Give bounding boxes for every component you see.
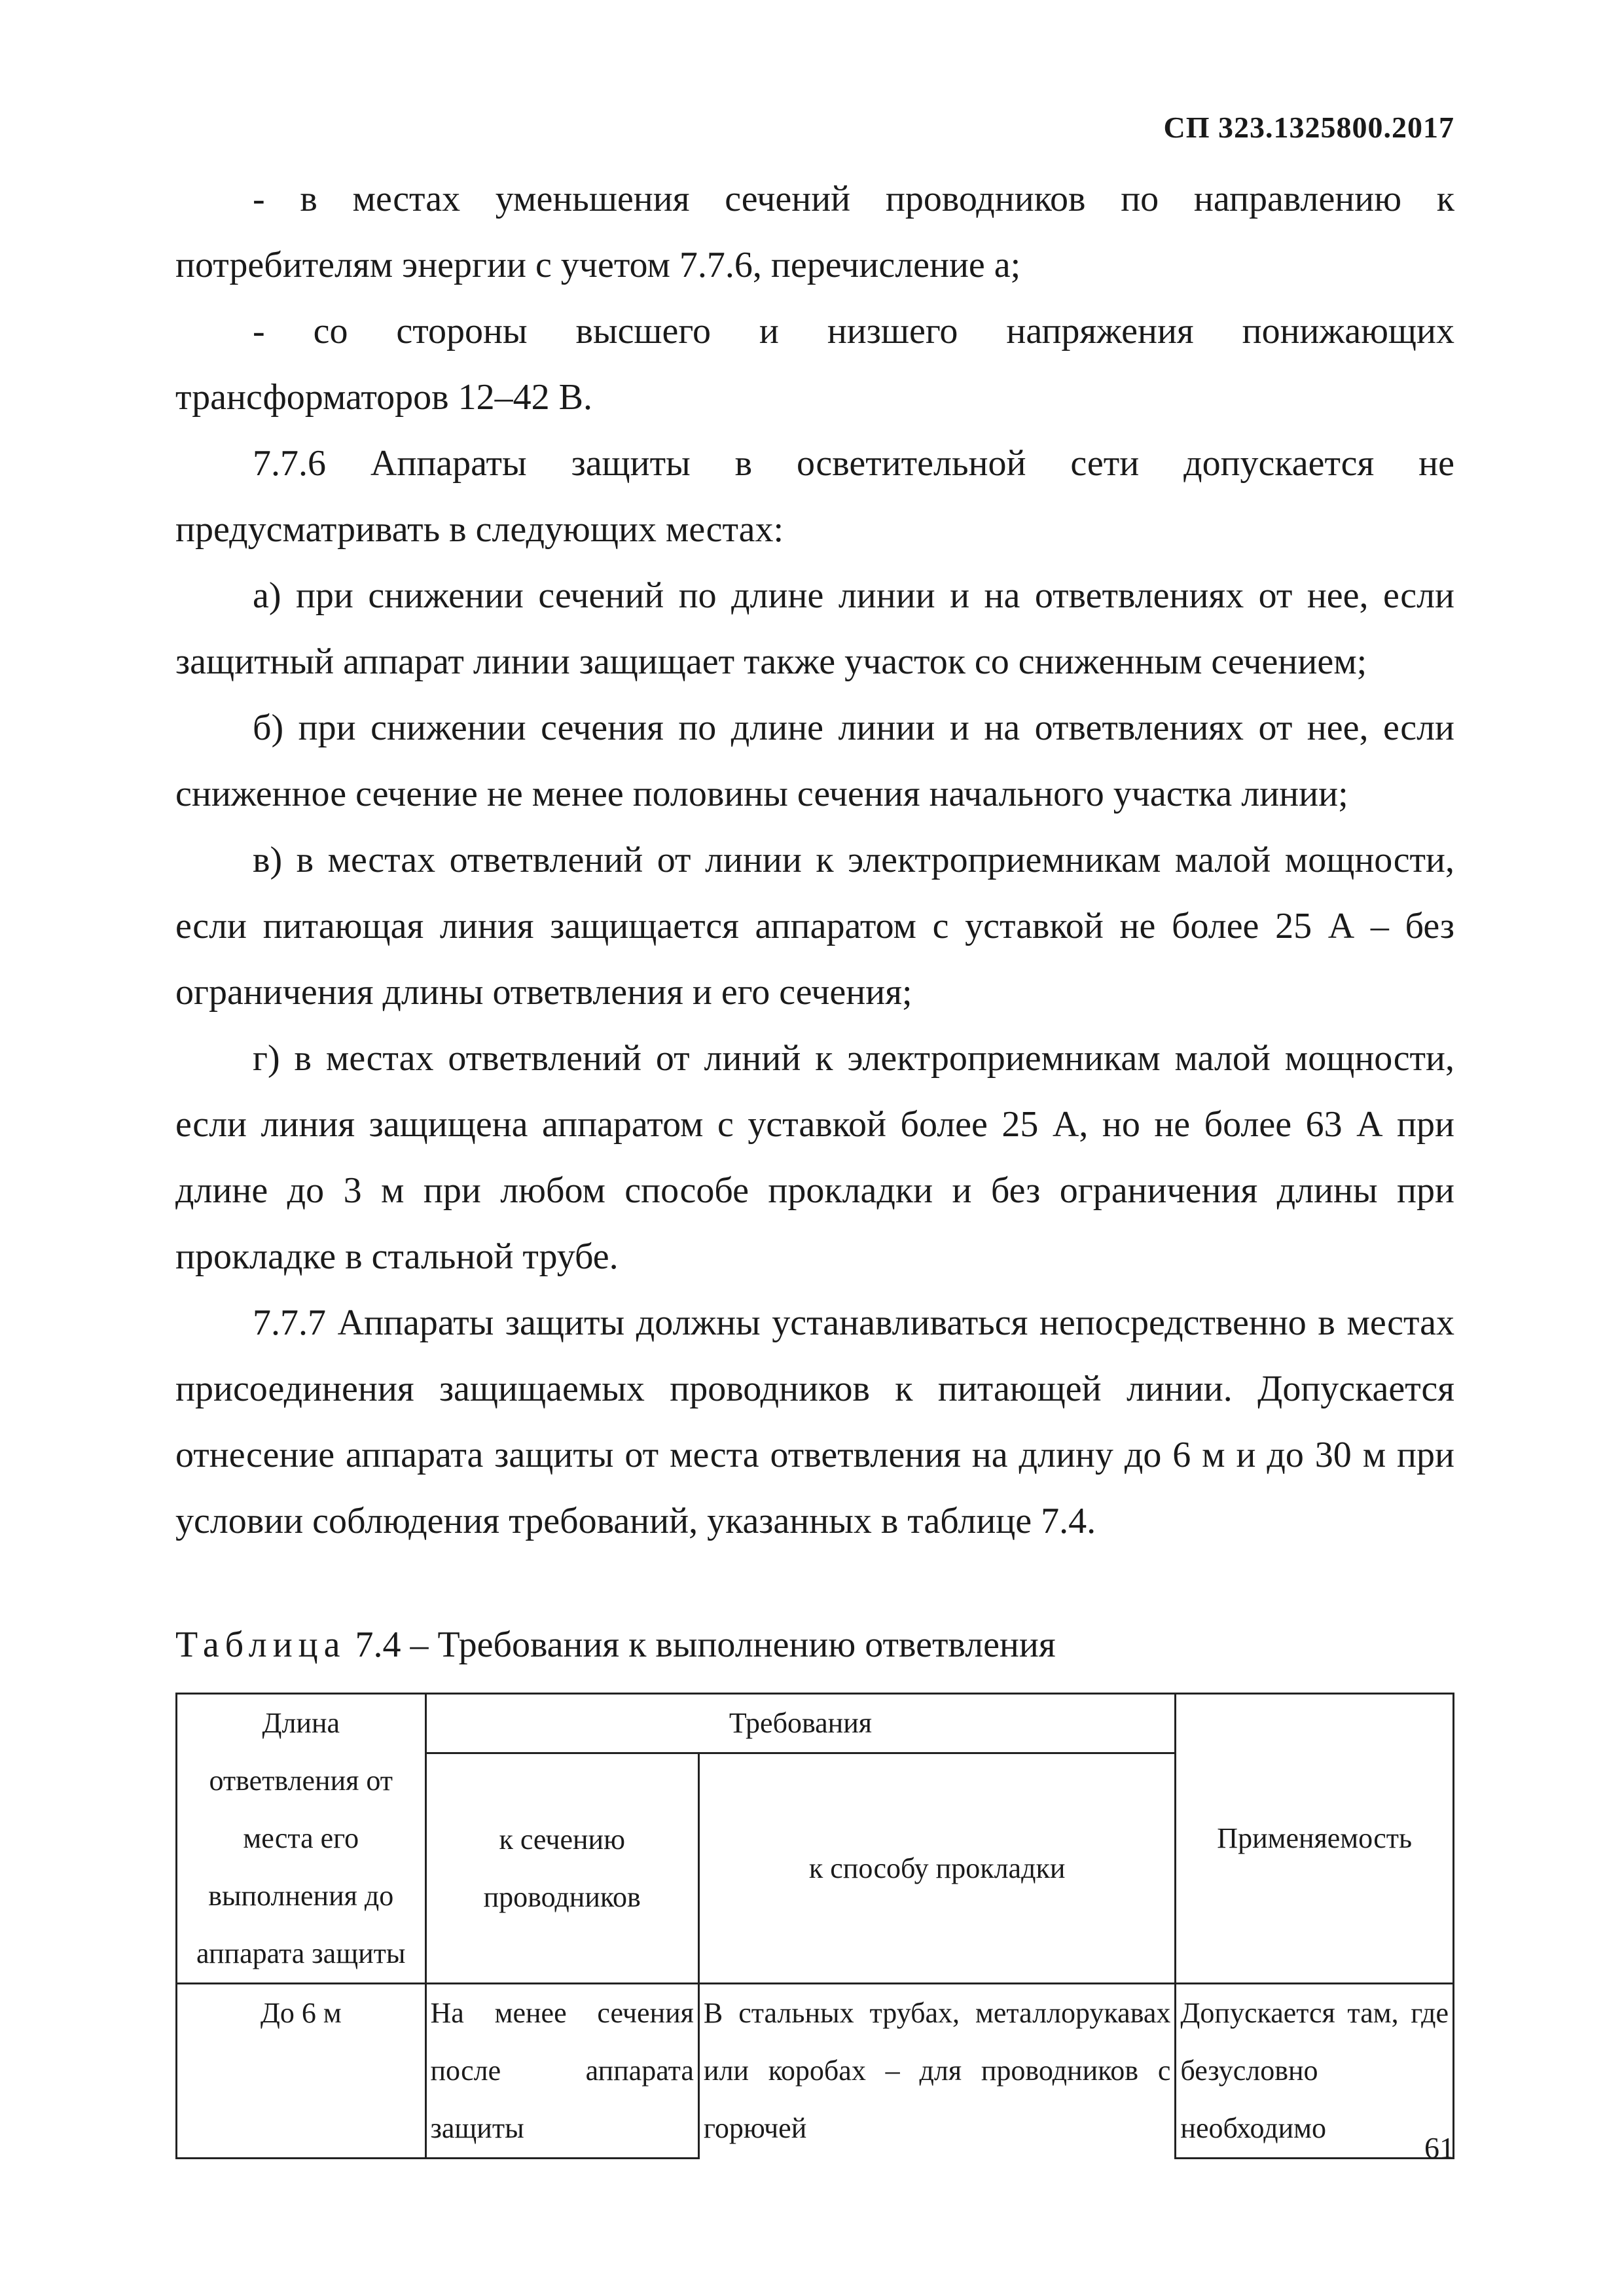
paragraph-item-b: б) при снижении сечения по длине линии и на ответвлениях от нее, если сниженное сечение не менее половины сечения начального участка линии; <box>175 708 1454 814</box>
table-caption-label: Таблица <box>175 1624 346 1665</box>
cell-cross-section: На менее сечения после аппарата защиты <box>425 1984 698 2159</box>
paragraph-transformer-sides: - со стороны высшего и низшего напряжения понижающих трансформаторов 12–42 В. <box>175 311 1454 418</box>
table-header-row <box>177 1694 1454 1753</box>
standard-code-header: СП 323.1325800.2017 <box>1163 111 1454 144</box>
paragraph-7-7-6: 7.7.6 Аппараты защиты в осветительной сети допускается не предусматривать в следующих местах: <box>175 443 1454 550</box>
page-number: 61 <box>1424 2131 1454 2164</box>
table-caption <box>175 1622 1454 1668</box>
header-cross-section: к сечению проводников <box>425 1753 698 1984</box>
document-body <box>175 166 1454 1554</box>
paragraph-item-v: в) в местах ответвлений от линии к электроприемникам малой мощности, если питающая линия защищается аппаратом с уставкой не более 25 А – без ограничения длины ответвления и его сечения; <box>175 840 1454 1013</box>
header-requirements: Требования <box>425 1694 1176 1753</box>
paragraph-item-a: а) при снижении сечений по длине линии и на ответвлениях от нее, если защитный аппарат линии защищает также участок со сниженным сечением; <box>175 575 1454 682</box>
header-applicability: Применяемость <box>1176 1694 1454 1984</box>
cell-applicability: Допускается там, где безусловно необходимо <box>1176 1984 1454 2159</box>
table-row <box>177 1984 1454 2159</box>
paragraph-reduction-points: - в местах уменьшения сечений проводников по направлению к потребителям энергии с учетом 7.7.6, перечисление а; <box>175 179 1454 285</box>
cell-branch-length: До 6 м <box>177 1984 426 2159</box>
paragraph-item-g: г) в местах ответвлений от линий к электроприемникам малой мощности, если линия защищена аппаратом с уставкой более 25 А, но не более 63 А при длине до 3 м при любом способе прокладки и без ограничения длины при прокладке в стальной трубе. <box>175 1038 1454 1277</box>
table-caption-text: 7.4 – Требования к выполнению ответвления <box>355 1624 1056 1665</box>
cell-installation: В стальных трубах, металлорукавах или коробах – для проводников с горючей <box>698 1984 1175 2159</box>
requirements-table <box>175 1693 1454 2159</box>
paragraph-7-7-7: 7.7.7 Аппараты защиты должны устанавливаться непосредственно в местах присоединения защищаемых проводников к питающей линии. Допускается отнесение аппарата защиты от места ответвления на длину до 6 м и до 30 м при условии соблюдения требований, указанных в таблице 7.4. <box>175 1302 1454 1541</box>
header-branch-length: Длина ответвления от места его выполнения до аппарата защиты <box>177 1694 426 1984</box>
header-installation-method: к способу прокладки <box>698 1753 1175 1984</box>
